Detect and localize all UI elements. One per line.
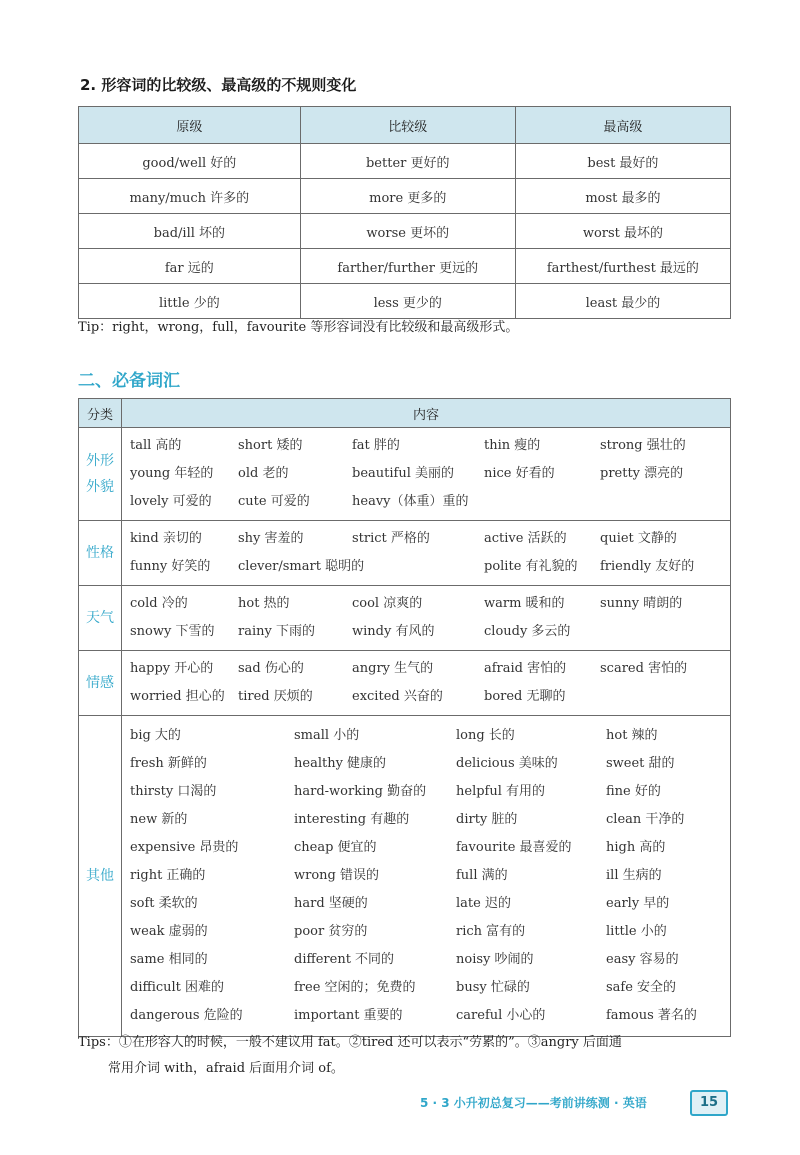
- table-row: [79, 214, 731, 249]
- vocab-word: afraid 害怕的: [484, 661, 567, 676]
- header-positive: 原级: [79, 107, 301, 144]
- vocab-word: safe 安全的: [606, 980, 677, 995]
- vocab-row-emotion: [79, 651, 731, 716]
- table-row: [79, 144, 731, 179]
- table-cell: little 少的: [79, 284, 301, 319]
- vocab-word: sad 伤心的: [238, 661, 304, 676]
- vocab-word: busy 忙碌的: [456, 980, 530, 995]
- vocab-word: funny 好笑的: [130, 559, 211, 574]
- vocab-word: sweet 甜的: [606, 756, 675, 771]
- category-label: 天气: [79, 586, 122, 651]
- vocab-word: expensive 昂贵的: [130, 840, 239, 855]
- word-grid: [130, 590, 730, 646]
- vocab-word: scared 害怕的: [600, 661, 688, 676]
- word-grid: [130, 432, 730, 516]
- vocab-word: lovely 可爱的: [130, 494, 212, 509]
- vocab-word: fresh 新鲜的: [130, 756, 207, 771]
- vocab-word: careful 小心的: [456, 1008, 546, 1023]
- irregular-comparison-table: [78, 106, 731, 319]
- vocab-section-title: 二、必备词汇: [78, 371, 180, 391]
- vocab-word: clean 干净的: [606, 812, 685, 827]
- section-title: 2. 形容词的比较级、最高级的不规则变化: [80, 76, 357, 94]
- comparison-tip: Tip：right，wrong，full，favourite 等形容词没有比较级和最高级形式。: [78, 320, 519, 335]
- vocab-word: early 早的: [606, 896, 670, 911]
- vocab-word: cute 可爱的: [238, 494, 310, 509]
- category-label: 性格: [79, 521, 122, 586]
- vocab-row-other: [79, 716, 731, 1037]
- table-cell: most 最多的: [515, 179, 730, 214]
- table-cell: more 更多的: [300, 179, 515, 214]
- vocab-word: tall 高的: [130, 438, 182, 453]
- table-cell: good/well 好的: [79, 144, 301, 179]
- vocab-word: hard-working 勤奋的: [294, 784, 427, 799]
- table-row: [79, 179, 731, 214]
- vocab-word: active 活跃的: [484, 531, 567, 546]
- vocab-word: hot 辣的: [606, 728, 658, 743]
- vocab-word: cloudy 多云的: [484, 624, 571, 639]
- category-label: 外形 外貌: [79, 428, 122, 521]
- vocab-word: healthy 健康的: [294, 756, 387, 771]
- vocab-header-row: [79, 399, 731, 428]
- vocab-word: friendly 友好的: [600, 559, 695, 574]
- vocab-word: important 重要的: [294, 1008, 403, 1023]
- vocab-word: polite 有礼貌的: [484, 559, 578, 574]
- vocab-word: beautiful 美丽的: [352, 466, 454, 481]
- vocab-word: quiet 文静的: [600, 531, 677, 546]
- vocab-word: helpful 有用的: [456, 784, 546, 799]
- tips-line-1: Tips：①在形容人的时候，一般不建议用 fat。②tired 还可以表示“劳累的”。③angry 后面通: [78, 1035, 622, 1050]
- vocab-word: difficult 困难的: [130, 980, 225, 995]
- vocab-word: full 满的: [456, 868, 508, 883]
- vocab-table: [78, 398, 731, 1037]
- vocab-word: thirsty 口渴的: [130, 784, 217, 799]
- category-content: [122, 651, 731, 716]
- category-content: [122, 428, 731, 521]
- vocab-word: snowy 下雪的: [130, 624, 215, 639]
- table-cell: best 最好的: [515, 144, 730, 179]
- vocab-row-personality: [79, 521, 731, 586]
- vocab-word: cheap 便宜的: [294, 840, 377, 855]
- vocab-row-appearance: [79, 428, 731, 521]
- vocab-word: soft 柔软的: [130, 896, 198, 911]
- vocab-word: interesting 有趣的: [294, 812, 410, 827]
- vocab-word: poor 贫穷的: [294, 924, 368, 939]
- vocab-word: shy 害羞的: [238, 531, 304, 546]
- vocab-word: dirty 脏的: [456, 812, 518, 827]
- vocab-word: nice 好看的: [484, 466, 555, 481]
- vocab-word: wrong 错误的: [294, 868, 379, 883]
- vocab-word: little 小的: [606, 924, 667, 939]
- vocab-word: hard 坚硬的: [294, 896, 368, 911]
- vocab-word: different 不同的: [294, 952, 395, 967]
- vocab-tips: [78, 1030, 738, 1082]
- table-row: [79, 284, 731, 319]
- vocab-word: tired 厌烦的: [238, 689, 313, 704]
- table-cell: worse 更坏的: [300, 214, 515, 249]
- vocab-word: heavy（体重）重的: [352, 494, 469, 509]
- word-grid: [130, 722, 730, 1030]
- page-number: 15: [690, 1090, 728, 1116]
- header-superlative: 最高级: [515, 107, 730, 144]
- table-cell: farthest/furthest 最远的: [515, 249, 730, 284]
- category-label: 情感: [79, 651, 122, 716]
- word-grid: [130, 525, 730, 581]
- vocab-word: long 长的: [456, 728, 515, 743]
- vocab-word: old 老的: [238, 466, 289, 481]
- vocab-word: cool 凉爽的: [352, 596, 423, 611]
- vocab-word: weak 虚弱的: [130, 924, 208, 939]
- table-cell: many/much 许多的: [79, 179, 301, 214]
- vocab-word: sunny 晴朗的: [600, 596, 683, 611]
- vocab-word: hot 热的: [238, 596, 290, 611]
- vocab-word: favourite 最喜爱的: [456, 840, 572, 855]
- word-grid: [130, 655, 730, 711]
- vocab-word: warm 暖和的: [484, 596, 565, 611]
- vocab-word: clever/smart 聪明的: [238, 559, 365, 574]
- category-content: [122, 521, 731, 586]
- table-cell: far 远的: [79, 249, 301, 284]
- vocab-word: excited 兴奋的: [352, 689, 443, 704]
- vocab-word: windy 有风的: [352, 624, 435, 639]
- vocab-word: high 高的: [606, 840, 666, 855]
- book-title-footer: 5 · 3 小升初总复习——考前讲练测 · 英语: [420, 1096, 647, 1110]
- vocab-word: rich 富有的: [456, 924, 526, 939]
- header-category: 分类: [79, 399, 122, 428]
- table-cell: least 最少的: [515, 284, 730, 319]
- table-row: [79, 249, 731, 284]
- vocab-word: same 相同的: [130, 952, 208, 967]
- vocab-word: [352, 553, 480, 581]
- vocab-word: rainy 下雨的: [238, 624, 315, 639]
- vocab-word: happy 开心的: [130, 661, 214, 676]
- vocab-word: easy 容易的: [606, 952, 679, 967]
- vocab-word: delicious 美味的: [456, 756, 558, 771]
- category-label: 其他: [79, 716, 122, 1037]
- vocab-word: pretty 漂亮的: [600, 466, 684, 481]
- vocab-word: ill 生病的: [606, 868, 662, 883]
- category-content: [122, 586, 731, 651]
- vocab-word: dangerous 危险的: [130, 1008, 243, 1023]
- vocab-word: late 迟的: [456, 896, 511, 911]
- vocab-word: fat 胖的: [352, 438, 400, 453]
- vocab-word: small 小的: [294, 728, 360, 743]
- tips-line-2: 常用介词 with，afraid 后面用介词 of。: [108, 1061, 344, 1076]
- table-cell: better 更好的: [300, 144, 515, 179]
- vocab-word: noisy 吵闹的: [456, 952, 534, 967]
- vocab-word: angry 生气的: [352, 661, 434, 676]
- category-content: [122, 716, 731, 1037]
- vocab-word: fine 好的: [606, 784, 661, 799]
- vocab-word: free 空闲的；免费的: [294, 980, 416, 995]
- table-header-row: [79, 107, 731, 144]
- vocab-word: short 矮的: [238, 438, 303, 453]
- vocab-word: worried 担心的: [130, 689, 225, 704]
- table-cell: less 更少的: [300, 284, 515, 319]
- table-cell: bad/ill 坏的: [79, 214, 301, 249]
- table-cell: farther/further 更远的: [300, 249, 515, 284]
- vocab-word: thin 瘦的: [484, 438, 541, 453]
- vocab-word: bored 无聊的: [484, 689, 566, 704]
- vocab-word: new 新的: [130, 812, 188, 827]
- vocab-word: cold 冷的: [130, 596, 188, 611]
- header-comparative: 比较级: [300, 107, 515, 144]
- vocab-word: kind 亲切的: [130, 531, 202, 546]
- vocab-row-weather: [79, 586, 731, 651]
- vocab-word: strict 严格的: [352, 531, 430, 546]
- vocab-word: famous 著名的: [606, 1008, 697, 1023]
- vocab-word: young 年轻的: [130, 466, 214, 481]
- header-content: 内容: [122, 399, 731, 428]
- vocab-word: big 大的: [130, 728, 181, 743]
- vocab-word: strong 强壮的: [600, 438, 686, 453]
- vocab-word: right 正确的: [130, 868, 206, 883]
- table-cell: worst 最坏的: [515, 214, 730, 249]
